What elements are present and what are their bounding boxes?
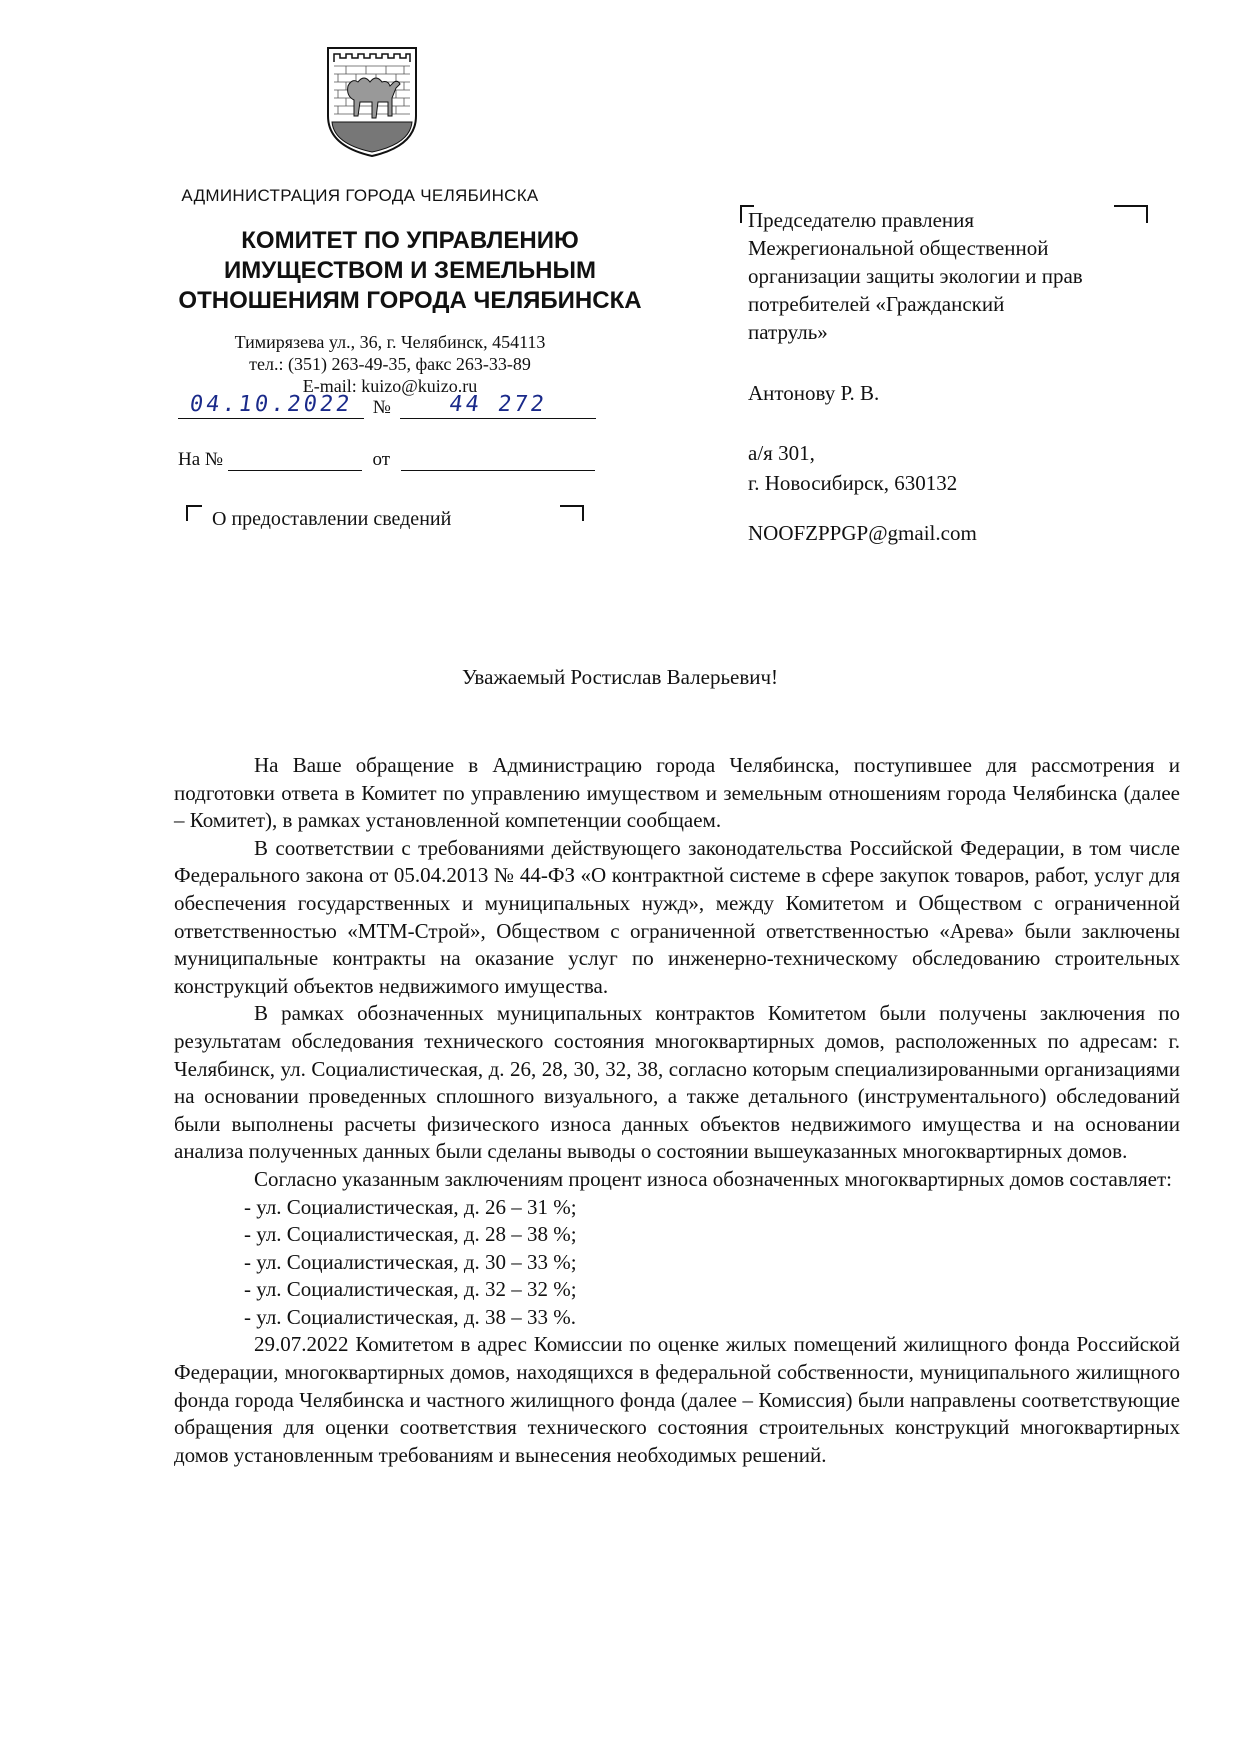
recipient-title-line: потребителей «Гражданский xyxy=(748,292,1005,316)
wear-percentage-list xyxy=(174,1194,1180,1332)
recipient-name: Антонову Р. В. xyxy=(748,381,880,405)
committee-name-line: КОМИТЕТ ПО УПРАВЛЕНИЮ xyxy=(241,227,579,254)
body-paragraph: 29.07.2022 Комитетом в адрес Комиссии по оценке жилых помещений жилищного фонда Российской Федерации, многоквартирных домов, находящихся в федеральной собственности, муниципального жилищного фонда города Челябинска и частного жилищного фонда (далее – Комиссия) были направлены соответствующие обращения для оценки соответствия технического состояния строительных конструкций многоквартирных домов установленным требованиям и вынесения необходимых решений. xyxy=(174,1332,1180,1467)
letter-greeting: Уважаемый Ростислав Валерьевич! xyxy=(461,665,779,689)
list-item: - ул. Социалистическая, д. 28 – 38 %; xyxy=(244,1222,577,1247)
recipient-po-box: а/я 301, xyxy=(748,441,815,465)
recipient-title-line: организации защиты экологии и прав xyxy=(748,264,1083,288)
number-sign: № xyxy=(372,397,391,418)
body-paragraph: На Ваше обращение в Администрацию города Челябинска, поступившее для рассмотрения и подготовки ответа в Комитет по управлению имуществом и земельным отношениям города Челябинска (далее – Комитет), в рамках установленной компетенции сообщаем. xyxy=(174,753,1180,833)
recipient-title-line: патруль» xyxy=(748,320,828,344)
subject-bracket-right xyxy=(560,505,584,521)
recipient-title-line: Межрегиональной общественной xyxy=(748,236,1049,260)
reference-number-label: На № xyxy=(178,449,224,470)
committee-name-line: ИМУЩЕСТВОМ И ЗЕМЕЛЬНЫМ xyxy=(224,257,596,284)
recipient-email: NOOFZPPGP@gmail.com xyxy=(748,521,977,545)
letter-subject: О предоставлении сведений xyxy=(212,508,452,530)
recipient-address xyxy=(748,438,957,498)
administration-name: АДМИНИСТРАЦИЯ ГОРОДА ЧЕЛЯБИНСКА xyxy=(181,186,539,205)
registration-number: 44 272 xyxy=(447,392,549,417)
recipient-title-line: Председателю правления xyxy=(748,208,975,232)
registration-date: 04.10.2022 xyxy=(188,392,354,417)
sender-address xyxy=(200,331,580,397)
body-paragraph: В рамках обозначенных муниципальных контрактов Комитетом были получены заключения по результатам обследования технического состояния многоквартирных домов, расположенных по адресам: г. Челябинск, ул. Социалистическая, д. 26, 28, 30, 32, 38, согласно которым специализированными организациями на основании проведенных сплошного визуального, а также детального (инструментального) обследований были выполнены расчеты физического износа данных объектов недвижимого имущества и на основании анализа полученных данных были сделаны выводы о состоянии вышеуказанных многоквартирных домов. xyxy=(174,1001,1180,1164)
committee-name xyxy=(150,226,670,316)
list-item: - ул. Социалистическая, д. 26 – 31 %; xyxy=(244,1194,577,1219)
reference-number-field xyxy=(228,448,362,471)
registration-date-field xyxy=(178,392,364,419)
reference-date-field xyxy=(401,448,595,471)
chelyabinsk-coat-of-arms-emblem xyxy=(326,46,418,158)
list-item: - ул. Социалистическая, д. 38 – 33 %. xyxy=(244,1304,577,1329)
registration-row xyxy=(178,392,596,419)
body-paragraph: В соответствии с требованиями действующего законодательства Российской Федерации, в том числе Федерального закона от 05.04.2013 № 44-ФЗ «О контрактной системе в сфере закупок товаров, работ, услуг для обеспечения государственных и муниципальных нужд», между Комитетом и Обществом с ограниченной ответственностью «МТМ-Строй», Обществом с ограниченной ответственностью «Арева» были заключены муниципальные контракты на оказание услуг по инженерно-техническому обследованию строительных конструкций объектов недвижимого имущества. xyxy=(174,835,1180,998)
reference-row xyxy=(178,448,595,471)
committee-name-line: ОТНОШЕНИЯМ ГОРОДА ЧЕЛЯБИНСКА xyxy=(178,287,642,314)
body-paragraph: Согласно указанным заключениям процент износа обозначенных многоквартирных домов составляет: xyxy=(254,1166,1172,1191)
recipient-title xyxy=(748,206,1188,346)
sender-phone-fax: тел.: (351) 263-49-35, факс 263-33-89 xyxy=(249,354,531,374)
reference-from-label: от xyxy=(372,449,391,470)
registration-number-field xyxy=(400,392,596,419)
sender-email: E-mail: kuizo@kuizo.ru xyxy=(302,376,478,396)
letter-body xyxy=(174,752,1180,1469)
sender-street: Тимирязева ул., 36, г. Челябинск, 454113 xyxy=(234,332,546,352)
recipient-city: г. Новосибирск, 630132 xyxy=(748,471,958,495)
list-item: - ул. Социалистическая, д. 32 – 32 %; xyxy=(244,1277,577,1302)
list-item: - ул. Социалистическая, д. 30 – 33 %; xyxy=(244,1249,577,1274)
